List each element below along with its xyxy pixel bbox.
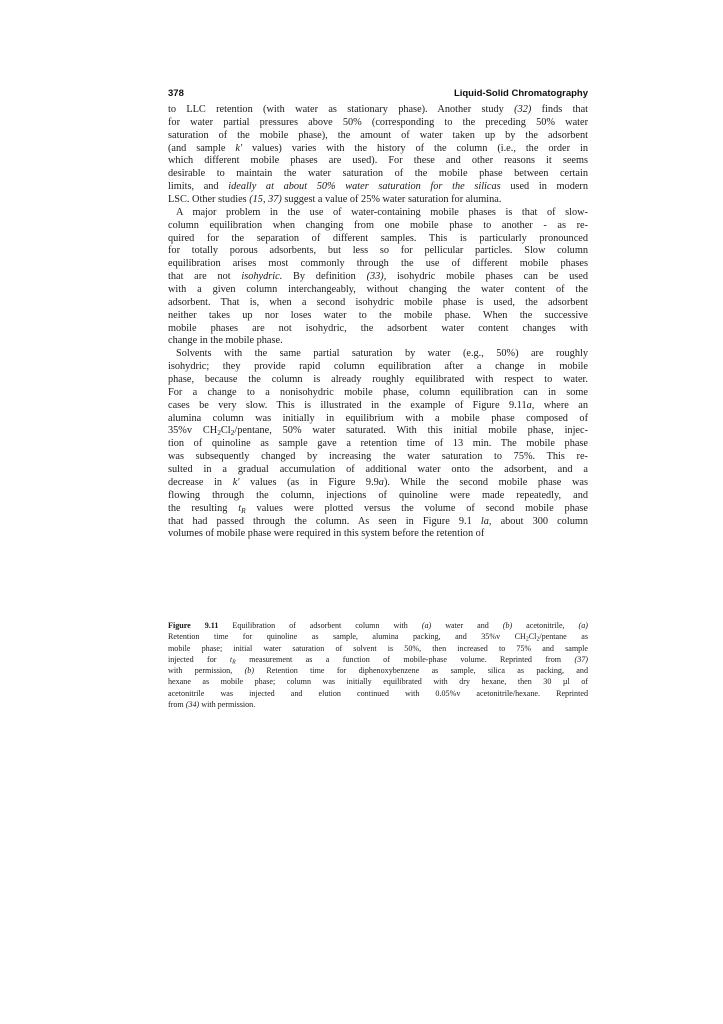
text-run: that had passed through the column. As seen in Figure 9.1 — [168, 515, 481, 527]
text-line — [168, 245, 588, 258]
text-line — [168, 207, 588, 220]
text-line — [168, 117, 588, 130]
text-run: Solvents with the same partial saturation by water (e.g., 50%) are roughly — [176, 348, 588, 360]
text-run: from — [168, 700, 186, 710]
text-line — [168, 220, 588, 233]
text-run: limits, and — [168, 181, 229, 193]
caption-line — [168, 676, 588, 687]
figure-label: Figure 9.11 — [168, 621, 219, 630]
text-run: equilibration arises most commonly through the use of different mobile phases — [168, 258, 588, 270]
text-run: Equilibration of adsorbent column with — [218, 621, 422, 630]
caption-line — [168, 699, 588, 710]
text-line — [168, 387, 588, 400]
text-line — [168, 130, 588, 143]
text-run: suggest a value of 25% water saturation for alumina. — [281, 194, 502, 206]
text-run: neither takes up nor loses water to the mobile phase. When the successive — [168, 309, 588, 321]
text-line — [168, 143, 588, 156]
caption-line — [168, 665, 588, 676]
text-run: values were plotted versus the volume of second mobile phase — [245, 502, 588, 514]
italic-text: t — [229, 654, 233, 664]
paragraph — [168, 104, 588, 207]
text-line — [168, 258, 588, 271]
text-run: hexane as mobile phase; column was initially equilibrated with dry hexane, then 30 µl of — [168, 677, 588, 687]
text-run: volumes of mobile phase were required in this system before the retention of — [168, 528, 485, 540]
text-run: flowing through the column, injections of quinoline were made repeatedly, and — [168, 489, 588, 501]
text-line — [168, 104, 588, 117]
text-line — [168, 310, 588, 323]
text-run: to LLC retention (with water as stationary phase). Another study — [168, 104, 515, 115]
text-run: isohydric; they provide rapid column equilibration after a change in mobile — [168, 361, 588, 373]
text-line — [168, 516, 588, 529]
italic-text: (37) — [574, 654, 588, 664]
text-line — [168, 451, 588, 464]
italic-text: (b) — [502, 621, 513, 630]
italic-text: k' — [232, 476, 240, 488]
text-run: Retention time for diphenoxybenzene as sample, silica as packing, and — [254, 666, 588, 676]
text-run: with permission, — [168, 666, 245, 676]
text-run: that are not — [168, 271, 242, 283]
text-line — [168, 503, 588, 516]
text-run: quired for the separation of different samples. This is particularly pronounced — [168, 232, 588, 244]
text-run: 35%v CH — [168, 425, 218, 437]
text-run: acetonitrile was injected and elution continued with 0.05%v acetonitrile/hexane. Reprinted — [168, 688, 588, 698]
text-run: A major problem in the use of water-containing mobile phases is that of slow- — [176, 206, 588, 218]
text-run: ). While the second mobile phase was — [383, 476, 588, 488]
text-line — [168, 181, 588, 194]
text-line — [168, 323, 588, 336]
text-line — [168, 413, 588, 426]
italic-text: isohydric. — [241, 271, 283, 283]
body-text — [168, 104, 588, 541]
text-run: where an — [534, 399, 588, 411]
subscript: R — [232, 659, 236, 666]
caption-line — [168, 654, 588, 665]
subscript: R — [241, 505, 246, 515]
text-line — [168, 284, 588, 297]
text-line — [168, 374, 588, 387]
text-run: for totally porous adsorbents, but less so for pellicular particles. Slow column — [168, 245, 588, 257]
italic-text: (a) — [421, 621, 432, 630]
text-run: values (as in Figure 9.9 — [239, 476, 379, 488]
italic-text: (a) — [578, 621, 588, 630]
page-header — [168, 88, 588, 102]
text-line — [168, 464, 588, 477]
caption-line — [168, 688, 588, 699]
text-run: mobile phase; initial water saturation of solvent is 50%, then increased to 75% and sample — [168, 643, 588, 653]
text-line — [168, 168, 588, 181]
text-run: values) varies with the history of the column (i.e., the order in — [242, 142, 588, 154]
text-run: for water partial pressures above 50% (corresponding to the preceding 50% water — [168, 116, 588, 128]
text-run: with permission. — [199, 700, 256, 710]
text-line — [168, 490, 588, 503]
text-run: Cl — [528, 632, 537, 642]
figure-caption — [168, 620, 588, 710]
page-number: 378 — [168, 88, 184, 99]
text-run: about 300 column — [491, 515, 588, 527]
italic-text: la, — [480, 515, 492, 527]
text-run: Retention time for quinoline as sample, alumina packing, and 35%v CH — [168, 632, 526, 642]
subscript: 2 — [525, 636, 529, 643]
text-run: tion of quinoline as sample gave a retention time of 13 min. The mobile phase — [168, 438, 588, 450]
text-line — [168, 477, 588, 490]
caption-line — [168, 631, 588, 642]
subscript: 2 — [536, 636, 540, 643]
text-run: Cl — [220, 425, 231, 437]
text-run: water and — [431, 621, 503, 630]
subscript: 2 — [217, 428, 221, 438]
paragraph — [168, 348, 588, 541]
italic-text: a, — [526, 399, 535, 411]
caption-line — [168, 643, 588, 654]
running-title: Liquid-Solid Chromatography — [453, 88, 588, 99]
text-run: was subsequently changed by increasing the water saturation to 75%. This re- — [168, 451, 588, 463]
paragraph — [168, 207, 588, 348]
text-run: column equilibration when changing from one mobile phase to another - as re- — [168, 219, 588, 231]
text-run: change in the mobile phase. — [168, 335, 283, 347]
text-line — [168, 335, 588, 348]
text-run: mobile phases are not isohydric, the adsorbent water content changes with — [168, 322, 588, 334]
text-run: LSC. Other studies — [168, 194, 250, 206]
text-line — [168, 425, 588, 438]
text-run: used in modern — [500, 181, 588, 193]
text-run: measurement as a function of mobile-phase volume. Reprinted from — [235, 654, 575, 664]
text-line — [168, 271, 588, 284]
text-line — [168, 155, 588, 168]
text-run: sulted in a gradual accumulation of additional water onto the adsorbent, and a — [168, 464, 588, 476]
italic-text: t — [238, 502, 242, 514]
italic-text: k' — [235, 142, 243, 154]
italic-text: ideally at about 50% water saturation for the silicas — [228, 181, 501, 193]
text-run: (and sample — [168, 142, 236, 154]
text-line — [168, 361, 588, 374]
text-run: saturation of the mobile phase), the amount of water taken up by the adsorbent — [168, 129, 588, 141]
text-run: finds that — [531, 104, 589, 115]
text-line — [168, 438, 588, 451]
text-line — [168, 400, 588, 413]
text-line — [168, 528, 588, 541]
italic-text: (34) — [185, 700, 200, 710]
text-run: desirable to maintain the water saturation of the mobile phase between certain — [168, 168, 588, 180]
text-run: the resulting — [168, 502, 239, 514]
caption-line — [168, 620, 588, 631]
italic-text: (15, 37) — [249, 194, 282, 206]
text-run: alumina column was initially in equilibrium with a mobile phase composed of — [168, 412, 588, 424]
text-run: injected for — [168, 654, 230, 664]
italic-text: a — [378, 476, 384, 488]
text-run: For a change to a nonisohydric mobile phase, column equilibration can in some — [168, 386, 588, 398]
italic-text: (b) — [244, 666, 255, 676]
text-run: which different mobile phases are used). For these and other reasons it seems — [168, 155, 588, 167]
italic-text: (33), — [366, 271, 387, 283]
text-run: with a given column interchangeably, without changing the water content of the — [168, 284, 588, 296]
text-line — [168, 194, 588, 207]
text-run: acetonitrile, — [512, 621, 579, 630]
text-line — [168, 348, 588, 361]
text-run: decrease in — [168, 476, 233, 488]
text-run: phase, because the column is already roughly equilibrated with respect to water. — [168, 374, 588, 386]
text-run: By definition — [282, 271, 367, 283]
text-run: adsorbent. That is, when a second isohydric mobile phase is used, the adsorbent — [168, 296, 588, 308]
text-line — [168, 233, 588, 246]
subscript: 2 — [230, 428, 235, 438]
text-run: cases be very slow. This is illustrated in the example of Figure 9.11 — [168, 399, 527, 411]
text-line — [168, 297, 588, 310]
italic-text: (32) — [514, 104, 532, 115]
text-run: /pentane, 50% water saturated. With this initial mobile phase, injec- — [234, 425, 589, 437]
text-run: /pentane as — [539, 632, 588, 642]
text-run: isohydric mobile phases can be used — [386, 271, 589, 283]
